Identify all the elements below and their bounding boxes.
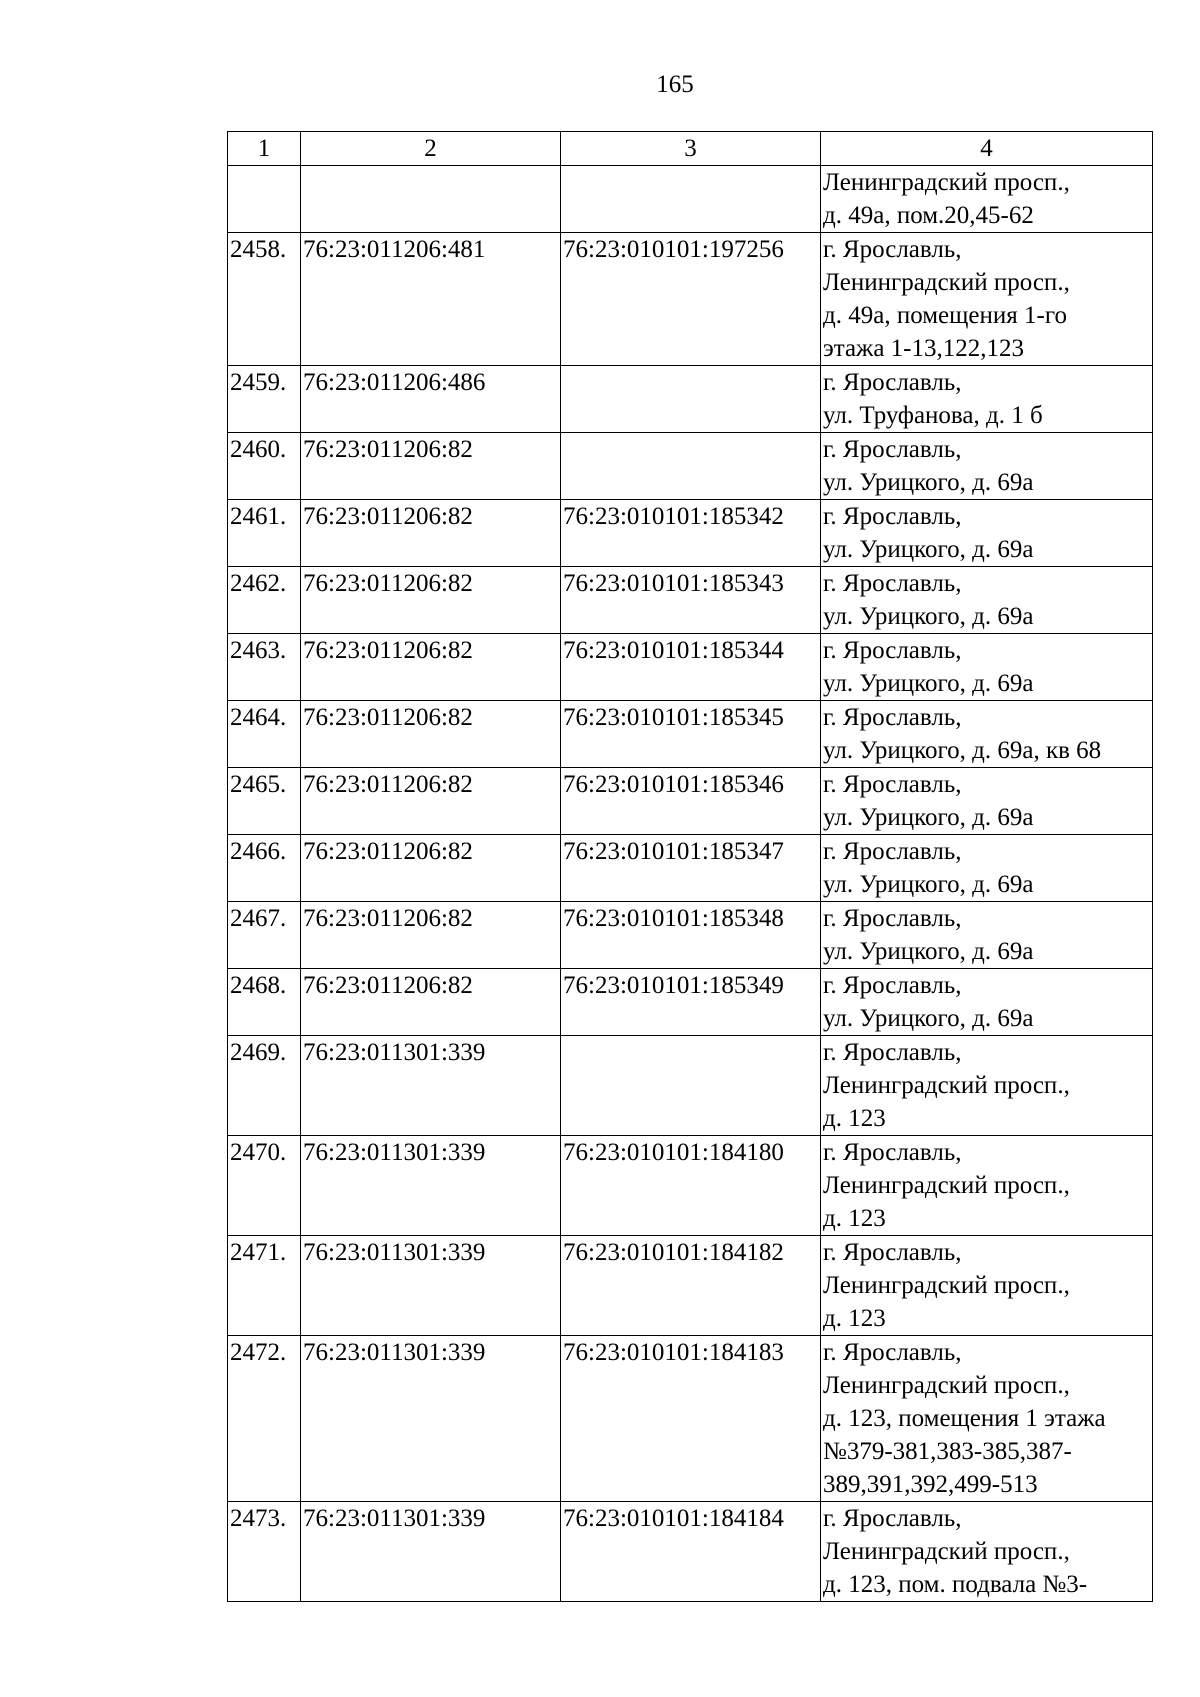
land-cadastral-number-cell: 76:23:011301:339 xyxy=(301,1036,561,1136)
table-row xyxy=(228,1136,1153,1236)
address-line: Ленинградский просп., xyxy=(823,1538,1070,1565)
row-number-cell: 2459. xyxy=(228,366,301,433)
table-row xyxy=(228,1236,1153,1336)
address-cell xyxy=(821,835,1153,902)
address-line: ул. Урицкого, д. 69а xyxy=(823,1005,1034,1032)
land-cadastral-number-cell: 76:23:011301:339 xyxy=(301,1502,561,1602)
address-line: ул. Урицкого, д. 69а xyxy=(823,871,1034,898)
address-line: ул. Урицкого, д. 69а xyxy=(823,469,1034,496)
address-line: Ленинградский просп., xyxy=(823,1272,1070,1299)
land-cadastral-number-cell: 76:23:011206:82 xyxy=(301,768,561,835)
row-number-cell: 2471. xyxy=(228,1236,301,1336)
address-line: д. 123, помещения 1 этажа xyxy=(823,1405,1106,1432)
address-line: ул. Урицкого, д. 69а xyxy=(823,670,1034,697)
address-line: д. 123 xyxy=(823,1305,886,1332)
address-line: этажа 1-13,122,123 xyxy=(823,335,1025,362)
land-cadastral-number-cell: 76:23:011206:82 xyxy=(301,567,561,634)
address-line: г. Ярославль, xyxy=(823,771,962,798)
object-cadastral-number-cell: 76:23:010101:184180 xyxy=(561,1136,821,1236)
address-line: д. 123, пом. подвала №3- xyxy=(823,1571,1088,1598)
object-cadastral-number-cell xyxy=(561,433,821,500)
land-cadastral-number-cell: 76:23:011301:339 xyxy=(301,1136,561,1236)
object-cadastral-number-cell: 76:23:010101:185345 xyxy=(561,701,821,768)
row-number-cell: 2469. xyxy=(228,1036,301,1136)
address-cell xyxy=(821,166,1153,233)
address-line: г. Ярославль, xyxy=(823,369,962,396)
address-line: г. Ярославль, xyxy=(823,570,962,597)
table-row xyxy=(228,500,1153,567)
object-cadastral-number-cell xyxy=(561,366,821,433)
table-row xyxy=(228,902,1153,969)
row-number-cell: 2468. xyxy=(228,969,301,1036)
address-cell xyxy=(821,902,1153,969)
object-cadastral-number-cell: 76:23:010101:185349 xyxy=(561,969,821,1036)
table-row xyxy=(228,1502,1153,1602)
address-line: ул. Урицкого, д. 69а xyxy=(823,536,1034,563)
row-number-cell: 2465. xyxy=(228,768,301,835)
address-line: №379-381,383-385,387- xyxy=(823,1438,1072,1465)
address-cell xyxy=(821,233,1153,366)
address-line: г. Ярославль, xyxy=(823,838,962,865)
address-line: ул. Урицкого, д. 69а, кв 68 xyxy=(823,737,1102,764)
row-number-cell: 2463. xyxy=(228,634,301,701)
address-line: д. 123 xyxy=(823,1205,886,1232)
address-line: ул. Урицкого, д. 69а xyxy=(823,804,1034,831)
address-cell xyxy=(821,1502,1153,1602)
table-row xyxy=(228,567,1153,634)
address-line: ул. Труфанова, д. 1 б xyxy=(823,402,1043,429)
address-line: Ленинградский просп., xyxy=(823,1372,1070,1399)
land-cadastral-number-cell: 76:23:011206:486 xyxy=(301,366,561,433)
address-cell xyxy=(821,1236,1153,1336)
address-line: г. Ярославль, xyxy=(823,1039,962,1066)
address-line: 389,391,392,499-513 xyxy=(823,1471,1038,1498)
address-cell xyxy=(821,1136,1153,1236)
row-number-cell: 2460. xyxy=(228,433,301,500)
address-cell xyxy=(821,567,1153,634)
row-number-cell: 2462. xyxy=(228,567,301,634)
table-row xyxy=(228,366,1153,433)
row-number-cell: 2472. xyxy=(228,1336,301,1502)
land-cadastral-number-cell xyxy=(301,166,561,233)
land-cadastral-number-cell: 76:23:011301:339 xyxy=(301,1236,561,1336)
address-line: г. Ярославль, xyxy=(823,236,962,263)
column-header-2: 2 xyxy=(301,132,561,166)
registry-table xyxy=(227,131,1153,1602)
row-number-cell: 2464. xyxy=(228,701,301,768)
object-cadastral-number-cell: 76:23:010101:185344 xyxy=(561,634,821,701)
object-cadastral-number-cell: 76:23:010101:185342 xyxy=(561,500,821,567)
address-line: г. Ярославль, xyxy=(823,1505,962,1532)
address-line: г. Ярославль, xyxy=(823,1239,962,1266)
address-line: г. Ярославль, xyxy=(823,637,962,664)
table-row xyxy=(228,835,1153,902)
object-cadastral-number-cell: 76:23:010101:185347 xyxy=(561,835,821,902)
address-line: Ленинградский просп., xyxy=(823,1072,1070,1099)
object-cadastral-number-cell xyxy=(561,1036,821,1136)
land-cadastral-number-cell: 76:23:011301:339 xyxy=(301,1336,561,1502)
object-cadastral-number-cell: 76:23:010101:184184 xyxy=(561,1502,821,1602)
table-row xyxy=(228,233,1153,366)
address-line: д. 49а, пом.20,45-62 xyxy=(823,202,1034,229)
object-cadastral-number-cell: 76:23:010101:185346 xyxy=(561,768,821,835)
address-line: г. Ярославль, xyxy=(823,1139,962,1166)
column-header-4: 4 xyxy=(821,132,1153,166)
row-number-cell: 2458. xyxy=(228,233,301,366)
table-row xyxy=(228,701,1153,768)
land-cadastral-number-cell: 76:23:011206:82 xyxy=(301,433,561,500)
address-cell xyxy=(821,634,1153,701)
address-line: г. Ярославль, xyxy=(823,704,962,731)
row-number-cell xyxy=(228,166,301,233)
object-cadastral-number-cell: 76:23:010101:185343 xyxy=(561,567,821,634)
object-cadastral-number-cell xyxy=(561,166,821,233)
row-number-cell: 2473. xyxy=(228,1502,301,1602)
address-cell xyxy=(821,768,1153,835)
address-cell xyxy=(821,969,1153,1036)
object-cadastral-number-cell: 76:23:010101:197256 xyxy=(561,233,821,366)
address-line: г. Ярославль, xyxy=(823,1339,962,1366)
land-cadastral-number-cell: 76:23:011206:82 xyxy=(301,634,561,701)
land-cadastral-number-cell: 76:23:011206:481 xyxy=(301,233,561,366)
address-line: ул. Урицкого, д. 69а xyxy=(823,603,1034,630)
row-number-cell: 2467. xyxy=(228,902,301,969)
table-row xyxy=(228,634,1153,701)
address-line: ул. Урицкого, д. 69а xyxy=(823,938,1034,965)
table-body xyxy=(228,132,1153,1602)
land-cadastral-number-cell: 76:23:011206:82 xyxy=(301,701,561,768)
land-cadastral-number-cell: 76:23:011206:82 xyxy=(301,500,561,567)
object-cadastral-number-cell: 76:23:010101:184182 xyxy=(561,1236,821,1336)
table-row xyxy=(228,1036,1153,1136)
address-cell xyxy=(821,1036,1153,1136)
address-line: Ленинградский просп., xyxy=(823,269,1070,296)
table-row xyxy=(228,969,1153,1036)
table-row xyxy=(228,768,1153,835)
address-cell xyxy=(821,433,1153,500)
table-row xyxy=(228,166,1153,233)
address-cell xyxy=(821,701,1153,768)
column-header-3: 3 xyxy=(561,132,821,166)
address-line: Ленинградский просп., xyxy=(823,169,1070,196)
object-cadastral-number-cell: 76:23:010101:184183 xyxy=(561,1336,821,1502)
address-line: г. Ярославль, xyxy=(823,503,962,530)
address-line: Ленинградский просп., xyxy=(823,1172,1070,1199)
address-line: г. Ярославль, xyxy=(823,436,962,463)
address-cell xyxy=(821,1336,1153,1502)
page-number: 165 xyxy=(656,71,694,98)
column-header-1: 1 xyxy=(228,132,301,166)
address-line: д. 49а, помещения 1-го xyxy=(823,302,1067,329)
row-number-cell: 2461. xyxy=(228,500,301,567)
land-cadastral-number-cell: 76:23:011206:82 xyxy=(301,902,561,969)
address-line: г. Ярославль, xyxy=(823,972,962,999)
object-cadastral-number-cell: 76:23:010101:185348 xyxy=(561,902,821,969)
address-line: д. 123 xyxy=(823,1105,886,1132)
row-number-cell: 2466. xyxy=(228,835,301,902)
address-cell xyxy=(821,366,1153,433)
address-cell xyxy=(821,500,1153,567)
land-cadastral-number-cell: 76:23:011206:82 xyxy=(301,835,561,902)
table-row xyxy=(228,1336,1153,1502)
table-row xyxy=(228,433,1153,500)
table-header-row xyxy=(228,132,1153,166)
land-cadastral-number-cell: 76:23:011206:82 xyxy=(301,969,561,1036)
row-number-cell: 2470. xyxy=(228,1136,301,1236)
address-line: г. Ярославль, xyxy=(823,905,962,932)
